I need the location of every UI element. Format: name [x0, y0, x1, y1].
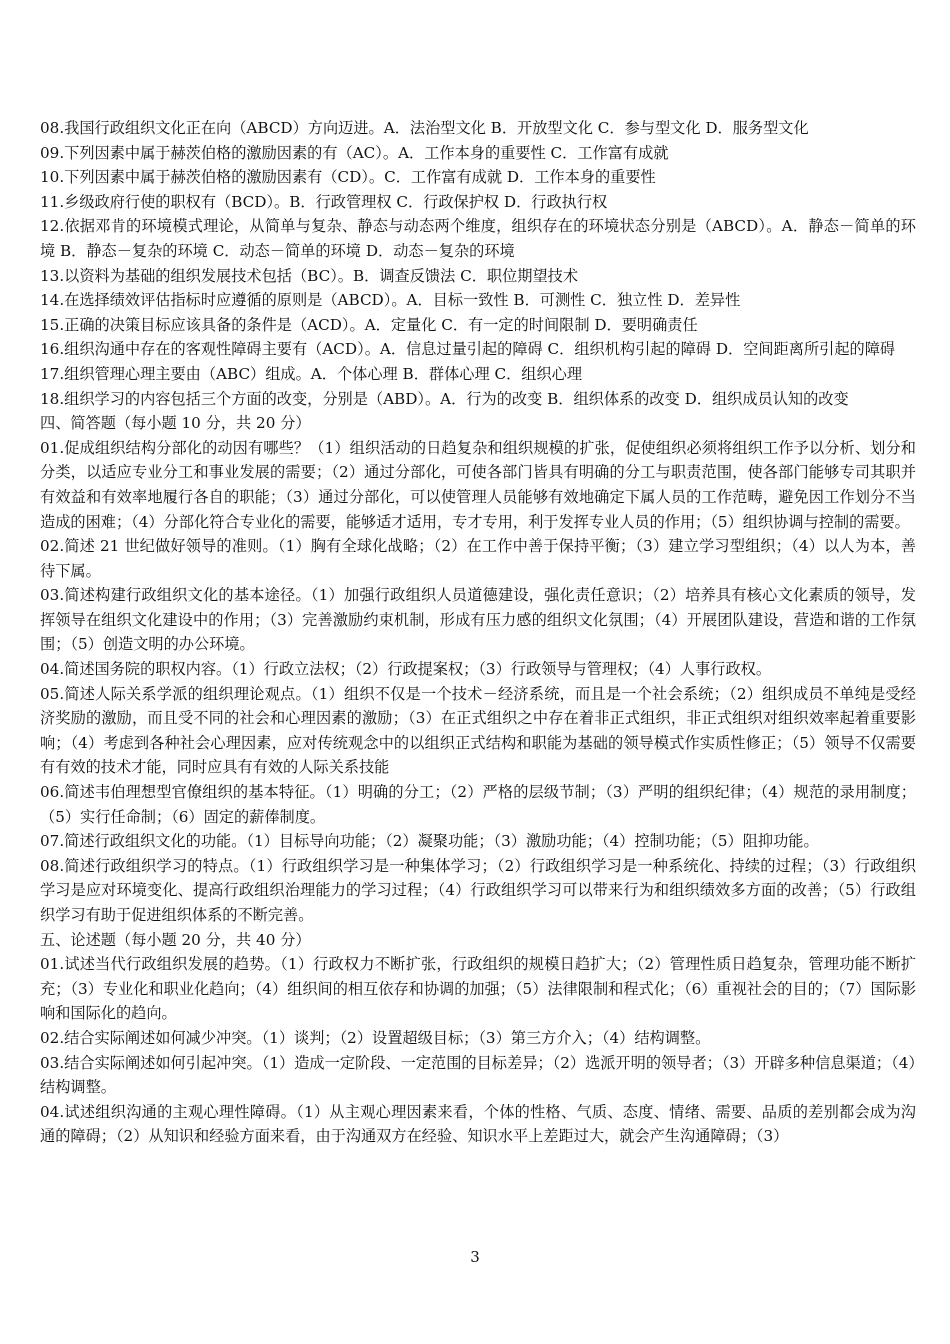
paragraph: 06.简述韦伯理想型官僚组织的基本特征。（1）明确的分工；（2）严格的层级节制；（3）严明的组织纪律；（4）规范的录用制度；（5）实行任命制；（6）固定的薪俸制度。 [40, 783, 916, 826]
paragraph: 02.简述 21 世纪做好领导的准则。（1）胸有全球化战略；（2）在工作中善于保持平衡；（3）建立学习型组织；（4）以人为本，善待下属。 [40, 537, 916, 580]
paragraph: 04.简述国务院的职权内容。（1）行政立法权；（2）行政提案权；（3）行政领导与管理权；（4）人事行政权。 [40, 660, 772, 679]
paragraph: 08.简述行政组织学习的特点。（1）行政组织学习是一种集体学习；（2）行政组织学习是一种系统化、持续的过程；（3）行政组织学习是应对环境变化、提高行政组织治理能力的学习过程；（4）行政组织学习可以带来行为和组织绩效多方面的改善；（5）行政组织学习有助于促进组织体系的不断完善。 [40, 856, 916, 924]
page-number: 3 [470, 1248, 480, 1266]
paragraph: 17.组织管理心理主要由（ABC）组成。A．个体心理 B．群体心理 C．组织心理 [40, 364, 583, 383]
paragraph: 11.乡级政府行使的职权有（BCD）。B．行政管理权 C．行政保护权 D．行政执行权 [40, 192, 608, 211]
section-heading: 五、论述题（每小题 20 分，共 40 分） [40, 930, 311, 949]
paragraph: 10.下列因素中属于赫茨伯格的激励因素有（CD）。C．工作富有成就 D．工作本身的重要性 [40, 168, 656, 187]
paragraph: 03.结合实际阐述如何引起冲突。（1）造成一定阶段、一定范围的目标差异；（2）选派开明的领导者；（3）开辟多种信息渠道；（4）结构调整。 [40, 1053, 916, 1097]
paragraph: 01.促成组织结构分部化的动因有哪些？（1）组织活动的日趋复杂和组织规模的扩张，促使组织必须将组织工作予以分析、划分和分类，以适应专业分工和事业发展的需要；（2）通过分部化，可使各部门皆具有明确的分工与职责范围，使各部门能够专司其职并有效益和有效率地履行各自的职能；（3）通过分部化，可以使管理人员能够有效地确定下属人员的工作范畴，避免因工作划分不当造成的困难；（4）分部化符合专业化的需要，能够适才适用，专才专用，利于发挥专业人员的作用；（5）组织协调与控制的需要。 [40, 438, 916, 531]
paragraph: 15.正确的决策目标应该具备的条件是（ACD）。A．定量化 C．有一定的时间限制 D．要明确责任 [40, 315, 698, 334]
paragraph: 04.试述组织沟通的主观心理性障碍。（1）从主观心理因素来看，个体的性格、气质、态度、情绪、需要、品质的差别都会成为沟通的障碍；（2）从知识和经验方面来看，由于沟通双方在经验、知识水平上差距过大，就会产生沟通障碍；（3） [40, 1102, 916, 1146]
paragraph: 05.简述人际关系学派的组织理论观点。（1）组织不仅是一个技术－经济系统，而且是一个社会系统；（2）组织成员不单纯是受经济奖励的激励，而且受不同的社会和心理因素的激励；（3）在正式组织之中存在着非正式组织，非正式组织对组织效率起着重要影响；（4）考虑到各种社会心理因素，应对传统观念中的以组织正式结构和职能为基础的领导模式作实质性修正；（5）领导不仅需要有有效的技术才能，同时应具有有效的人际关系技能 [40, 684, 916, 777]
paragraph: 03.简述构建行政组织文化的基本途径。（1）加强行政组织人员道德建设，强化责任意识；（2）培养具有核心文化素质的领导，发挥领导在组织文化建设中的作用；（3）完善激励约束机制，形成有压力感的组织文化氛围；（4）开展团队建设，营造和谐的工作氛围；（5）创造文明的办公环境。 [40, 586, 916, 654]
paragraph: 13.以资料为基础的组织发展技术包括（BC）。B．调查反馈法 C．职位期望技术 [40, 266, 579, 285]
paragraph: 14.在选择绩效评估指标时应遵循的原则是（ABCD）。A．目标一致性 B．可测性 C．独立性 D．差异性 [40, 291, 741, 310]
section-heading: 四、简答题（每小题 10 分，共 20 分） [40, 414, 311, 433]
page-content [40, 116, 916, 1149]
paragraph: 01.试述当代行政组织发展的趋势。（1）行政权力不断扩张，行政组织的规模日趋扩大；（2）管理性质日趋复杂，管理功能不断扩充；（3）专业化和职业化趋向；（4）组织间的相互依存和协调的加强；（5）法律限制和程式化；（6）重视社会的目的；（7）国际影响和国际化的趋向。 [40, 955, 917, 1023]
paragraph: 09.下列因素中属于赫茨伯格的激励因素的有（AC）。A．工作本身的重要性 C．工作富有成就 [40, 143, 669, 162]
paragraph: 16.组织沟通中存在的客观性障碍主要有（ACD）。A．信息过量引起的障碍 C．组织机构引起的障碍 D．空间距离所引起的障碍 [40, 340, 896, 359]
paragraph: 07.简述行政组织文化的功能。（1）目标导向功能；（2）凝聚功能；（3）激励功能；（4）控制功能；（5）阻抑功能。 [40, 832, 819, 851]
paragraph: 12.依据邓肯的环境模式理论，从简单与复杂、静态与动态两个维度，组织存在的环境状态分别是（ABCD）。A．静态－简单的环境 B．静态－复杂的环境 C．动态－简单的环境 D．动态－复杂的环境 [40, 217, 916, 260]
paragraph: 18.组织学习的内容包括三个方面的改变，分别是（ABD）。A．行为的改变 B．组织体系的改变 D．组织成员认知的改变 [40, 389, 849, 408]
paragraph: 08.我国行政组织文化正在向（ABCD）方向迈进。A．法治型文化 B．开放型文化 C．参与型文化 D．服务型文化 [40, 119, 809, 137]
paragraph: 02.结合实际阐述如何减少冲突。（1）谈判；（2）设置超级目标；（3）第三方介入；（4）结构调整。 [40, 1028, 711, 1047]
